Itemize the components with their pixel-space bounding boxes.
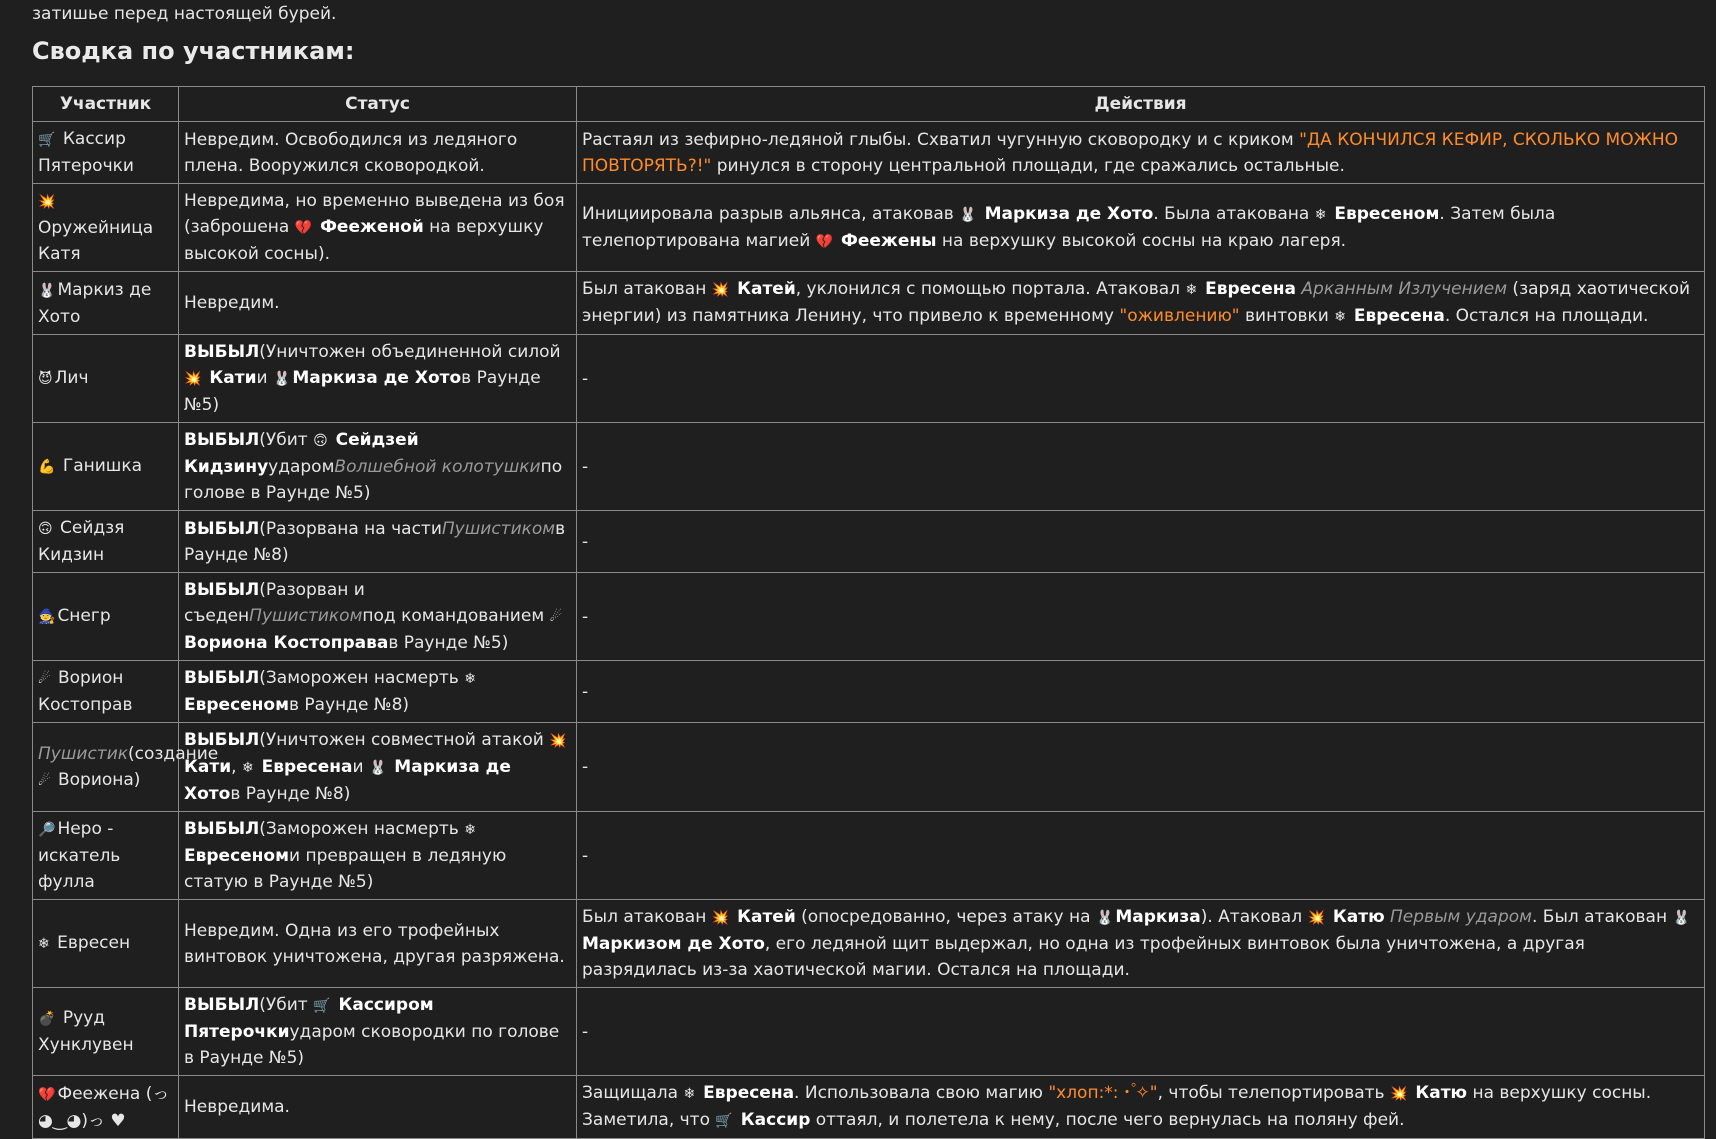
- cell-text: -: [582, 681, 589, 702]
- cell-text: по голове в Раунде №5): [184, 457, 563, 503]
- rabbit-icon: 🐰: [38, 282, 56, 299]
- bold-name: Вориона Костоправа: [184, 633, 389, 653]
- cell-text: Ворион Костоправ: [38, 668, 133, 715]
- cell-status: [179, 423, 577, 511]
- bold-name: ВЫБЫЛ: [184, 730, 260, 750]
- cell-text: в Раунде №5): [388, 633, 509, 653]
- cell-actions: [577, 511, 1705, 573]
- cell-participant: [33, 423, 179, 511]
- italic-term: Первым ударом: [1390, 907, 1532, 927]
- bold-name: ВЫБЫЛ: [184, 430, 260, 450]
- bold-name: Кассиром Пятерочки: [184, 995, 434, 1042]
- cart-icon: 🛒: [38, 132, 56, 148]
- cell-text: и: [256, 368, 273, 388]
- bold-name: Маркиза де Хото: [184, 757, 511, 804]
- bold-name: Евресеном: [184, 695, 289, 715]
- comet-icon: ☄: [38, 772, 51, 789]
- cell-text: Рууд Хунклувен: [38, 1008, 134, 1055]
- cell-participant: [33, 988, 179, 1076]
- cell-text: Оружейница Катя: [38, 218, 154, 264]
- bold-name: Фееженой: [314, 217, 424, 237]
- cell-text: , его ледяной щит выдержал, но одна из трофейных винтовок была уничтожена, а другая разрядилась из-за хаотической магии. Остался на площади.: [582, 934, 1585, 980]
- cell-text: (Заморожен насмерть: [259, 668, 465, 688]
- bold-name: ВЫБЫЛ: [184, 668, 260, 688]
- cell-participant: [33, 122, 179, 184]
- table-row: [33, 511, 1705, 573]
- cell-text: Вориона): [52, 769, 141, 790]
- cell-participant: [33, 184, 179, 272]
- upside-down-face-icon: 🙃: [38, 521, 53, 537]
- broken-heart-icon: 💔: [294, 220, 313, 236]
- table-row: [33, 184, 1705, 272]
- column-header-status: Статус: [179, 87, 577, 122]
- snowflake-icon: ❄: [241, 760, 254, 776]
- cell-status: [179, 184, 577, 272]
- italic-term: Волшебной колотушки: [334, 457, 541, 477]
- bold-name: Маркиза: [1115, 907, 1201, 927]
- cell-text: ударом сковородки по голове в Раунде №5): [184, 1022, 560, 1068]
- cell-text: на верхушку высокой сосны).: [184, 217, 544, 264]
- italic-term: Пушистик: [38, 743, 129, 764]
- table-row: [33, 723, 1705, 812]
- snowflake-icon: ❄: [464, 671, 476, 687]
- bold-name: Маркиза де Хото: [978, 203, 1154, 224]
- cell-actions: [577, 122, 1705, 184]
- cell-participant: [33, 335, 179, 423]
- snowflake-icon: ❄: [1334, 309, 1346, 325]
- cell-text: -: [582, 456, 589, 477]
- cell-text: Неро - искатель фулла: [38, 819, 121, 892]
- bold-name: Катю: [1326, 907, 1385, 927]
- cell-text: (Убит: [259, 995, 314, 1015]
- cart-icon: 🛒: [313, 998, 331, 1014]
- explosion-icon: 💥: [711, 910, 730, 926]
- bold-name: ВЫБЫЛ: [184, 819, 260, 839]
- cell-text: Невредима.: [184, 1097, 290, 1117]
- cell-text: -: [582, 606, 589, 627]
- cell-text: Растаял из зефирно-ледяной глыбы. Схватил чугунную сковородку и с криком: [582, 129, 1300, 150]
- cell-status: [179, 272, 577, 335]
- explosion-icon: 💥: [184, 371, 202, 387]
- cell-text: . Был атакован: [1531, 907, 1673, 927]
- cell-text: Был атакован: [582, 279, 712, 299]
- cell-actions: [577, 661, 1705, 723]
- cell-text: (опосредованно, через атаку на: [795, 907, 1096, 927]
- cell-text: ,: [231, 757, 242, 777]
- cell-text: Маркиз де Хото: [38, 279, 152, 327]
- section-heading: Сводка по участникам:: [32, 37, 355, 65]
- cell-text: -: [582, 368, 589, 389]
- cell-text: ). Атаковал: [1200, 907, 1308, 927]
- cell-text: и: [352, 757, 369, 777]
- cell-text: под командованием: [362, 606, 550, 626]
- quote-highlight: "ДА КОНЧИЛСЯ КЕФИР, СКОЛЬКО МОЖНО ПОВТОРЯТЬ?!": [582, 129, 1679, 176]
- column-header-actions: Действия: [577, 87, 1705, 122]
- cell-status: [179, 723, 577, 812]
- quote-highlight: "оживлению": [1119, 306, 1240, 326]
- cell-status: [179, 122, 577, 184]
- table-row: [33, 900, 1705, 988]
- bold-name: Сейдзей Кидзину: [184, 430, 419, 477]
- cell-text: оттаял, и полетела к нему, после чего вернулась на поляну фей.: [810, 1110, 1405, 1130]
- cell-text: , уклонился с помощью портала. Атаковал: [795, 279, 1186, 299]
- upside-down-face-icon: 🙃: [313, 433, 328, 449]
- wizard-icon: 🧙: [38, 609, 56, 625]
- cell-status: [179, 900, 577, 988]
- cell-status: [179, 1076, 577, 1139]
- cell-text: (Уничтожен совместной атакой: [259, 730, 550, 750]
- cell-participant: [33, 272, 179, 335]
- cell-actions: [577, 184, 1705, 272]
- bold-name: Евресеном: [184, 846, 289, 866]
- cell-text: ударом: [268, 457, 335, 477]
- column-header-participant: Участник: [33, 87, 179, 122]
- cell-text: на верхушку высокой сосны на краю лагеря.: [936, 230, 1347, 251]
- cell-text: . Использовала свою магию: [794, 1083, 1049, 1103]
- bold-name: Катей: [731, 907, 796, 927]
- cell-participant: [33, 661, 179, 723]
- explosion-icon: 💥: [1389, 1086, 1408, 1102]
- cell-text: -: [582, 845, 589, 866]
- cell-text: Кассир Пятерочки: [38, 129, 134, 176]
- bold-name: Феежены: [835, 230, 937, 251]
- cell-actions: [577, 423, 1705, 511]
- bomb-icon: 💣: [38, 1011, 56, 1027]
- bold-name: Евресена: [697, 1083, 795, 1103]
- cell-text: (Уничтожен объединенной силой: [259, 342, 561, 362]
- cell-text: Снегр: [57, 606, 111, 626]
- table-header-row: [33, 87, 1705, 122]
- table-row: [33, 988, 1705, 1076]
- table-row: [33, 423, 1705, 511]
- table-row: [33, 573, 1705, 661]
- cell-participant: [33, 573, 179, 661]
- cell-text: (Разорван и съеден: [184, 580, 365, 626]
- cell-participant: [33, 511, 179, 573]
- cell-text: -: [582, 531, 589, 552]
- cell-text: и превращен в ледяную статую в Раунде №5): [184, 846, 507, 892]
- bold-name: Маркиза де Хото: [292, 368, 462, 388]
- cell-status: [179, 812, 577, 900]
- table-row: [33, 335, 1705, 423]
- rabbit-icon: 🐰: [1672, 910, 1690, 926]
- cell-text: в Раунде №8): [289, 695, 410, 715]
- bold-name: ВЫБЫЛ: [184, 995, 260, 1015]
- bold-name: Евресеном: [1328, 203, 1440, 224]
- cell-participant: [33, 1076, 179, 1139]
- cell-text: . Остался на площади.: [1444, 306, 1649, 326]
- cell-text: винтовки: [1239, 306, 1335, 326]
- participants-table: [32, 86, 1705, 1139]
- comet-icon: ☄: [549, 609, 563, 625]
- bold-name: Катю: [1409, 1083, 1468, 1103]
- table-row: [33, 1076, 1705, 1139]
- table-row: [33, 812, 1705, 900]
- cell-text: на верхушку сосны. Заметила, что: [582, 1083, 1652, 1130]
- cell-text: (заряд хаотической энергии) из памятника Ленину, что привело к временному: [582, 279, 1691, 326]
- cell-text: Невредим.: [184, 293, 280, 313]
- cart-icon: 🛒: [715, 1113, 733, 1129]
- bold-name: Кассир: [734, 1110, 811, 1130]
- cell-text: Невредим. Освободился из ледяного плена. Вооружился сковородкой.: [184, 129, 518, 176]
- snowflake-icon: ❄: [683, 1086, 696, 1102]
- cell-text: (Убит: [259, 430, 314, 450]
- devil-icon: 😈: [38, 371, 53, 387]
- broken-heart-icon: 💔: [815, 233, 834, 250]
- cell-status: [179, 573, 577, 661]
- bold-name: Евресена: [1199, 279, 1296, 299]
- cell-actions: [577, 900, 1705, 988]
- bold-name: Кати: [184, 757, 232, 777]
- cell-actions: [577, 1076, 1705, 1139]
- cell-actions: [577, 335, 1705, 423]
- italic-term: Пушистиком: [249, 606, 363, 626]
- bold-name: Маркизом де Хото: [582, 934, 765, 954]
- cell-text: (Разорвана на части: [259, 518, 442, 539]
- bold-name: Евресена: [1348, 306, 1445, 326]
- table-body: [33, 122, 1705, 1139]
- intro-text: затишье перед настоящей бурей.: [32, 4, 337, 24]
- cell-status: [179, 988, 577, 1076]
- cell-status: [179, 511, 577, 573]
- bold-name: ВЫБЫЛ: [184, 518, 260, 539]
- cell-text: , чтобы телепортировать: [1157, 1083, 1390, 1103]
- cell-text: ринулся в сторону центральной площади, где сражались остальные.: [711, 155, 1345, 176]
- cell-participant: [33, 900, 179, 988]
- table-row: [33, 661, 1705, 723]
- broken-heart-icon: 💔: [38, 1086, 56, 1103]
- cell-text: Сейдзя Кидзин: [38, 518, 125, 565]
- snowflake-icon: ❄: [464, 822, 476, 838]
- cell-text: . Была атакована: [1153, 203, 1315, 224]
- table-row: [33, 122, 1705, 184]
- bold-name: ВЫБЫЛ: [184, 342, 260, 362]
- cell-participant: [33, 812, 179, 900]
- quote-highlight: "хлоп:*:・゚✧": [1048, 1083, 1158, 1103]
- italic-term: Арканным Излучением: [1301, 279, 1508, 299]
- cell-actions: [577, 723, 1705, 812]
- cell-status: [179, 335, 577, 423]
- rabbit-icon: 🐰: [368, 760, 387, 776]
- rabbit-icon: 🐰: [272, 371, 291, 387]
- cell-text: Лич: [54, 368, 89, 388]
- comet-icon: ☄: [38, 671, 51, 687]
- cell-text: Евресен: [51, 933, 131, 953]
- cell-actions: [577, 573, 1705, 661]
- explosion-icon: 💥: [711, 282, 730, 298]
- explosion-icon: 💥: [38, 194, 56, 210]
- cell-text: Инициировала разрыв альянса, атаковав: [582, 203, 960, 224]
- bold-name: Евресена: [255, 757, 353, 777]
- rabbit-icon: 🐰: [959, 206, 977, 223]
- cell-text: Ганишка: [57, 456, 143, 476]
- italic-term: Пушистиком: [441, 518, 556, 539]
- bold-name: ВЫБЫЛ: [184, 580, 260, 600]
- cell-text: -: [582, 757, 589, 777]
- magnifier-icon: 🔎: [38, 822, 56, 838]
- rabbit-icon: 🐰: [1095, 910, 1114, 926]
- bold-name: Кати: [203, 368, 257, 388]
- cell-text: в Раунде №5): [184, 368, 541, 415]
- cell-text: (Заморожен насмерть: [259, 819, 465, 839]
- cell-actions: [577, 988, 1705, 1076]
- cell-text: Был атакован: [582, 907, 712, 927]
- cell-text: в Раунде №8): [230, 784, 351, 804]
- cell-actions: [577, 272, 1705, 335]
- cell-text: Невредим. Одна из его трофейных винтовок уничтожена, другая разряжена.: [184, 920, 565, 967]
- cell-text: -: [582, 1021, 589, 1042]
- table-row: [33, 272, 1705, 335]
- snowflake-icon: ❄: [38, 936, 50, 952]
- cell-status: [179, 661, 577, 723]
- cell-text: Феежена (っ◕‿◕)っ ♥: [38, 1083, 170, 1131]
- snowflake-icon: ❄: [1314, 206, 1327, 223]
- cell-text: Защищала: [582, 1083, 684, 1103]
- cell-actions: [577, 812, 1705, 900]
- explosion-icon: 💥: [1307, 910, 1325, 926]
- cell-text: (создание: [128, 743, 219, 764]
- cell-text: в Раунде №8): [184, 518, 566, 565]
- explosion-icon: 💥: [549, 733, 567, 749]
- snowflake-icon: ❄: [1185, 282, 1198, 298]
- muscle-icon: 💪: [38, 459, 56, 475]
- cell-text: Невредима, но временно выведена из боя (заброшена: [184, 191, 565, 237]
- bold-name: Катей: [731, 279, 796, 299]
- cell-text: . Затем была телепортирована магией: [582, 203, 1556, 251]
